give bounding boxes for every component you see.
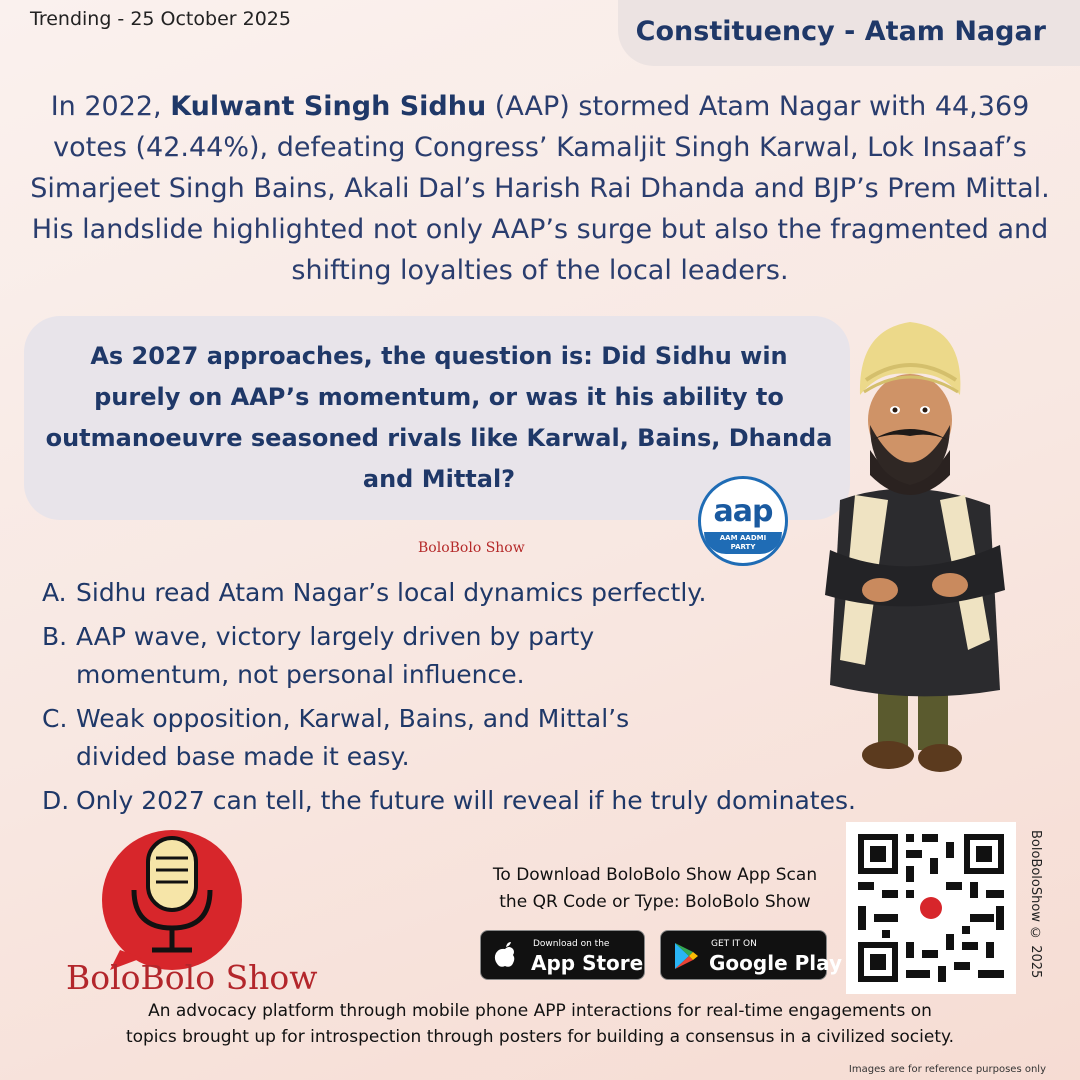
option-d[interactable] bbox=[42, 782, 1002, 820]
option-a[interactable] bbox=[42, 574, 942, 612]
microphone-icon bbox=[90, 820, 250, 980]
footer-line2: topics brought up for introspection through posters for building a consensus in a civilized society. bbox=[125, 1027, 955, 1047]
winner-name: Kulwant Singh Sidhu bbox=[170, 91, 487, 122]
google-play-big-text: Google Play bbox=[709, 951, 843, 975]
qr-code[interactable] bbox=[846, 822, 1016, 994]
google-play-small-text: GET IT ON bbox=[711, 939, 757, 949]
footer-description bbox=[20, 998, 1060, 1050]
bolobolo-logo-text: BoloBolo Show bbox=[66, 958, 318, 997]
option-text-cont: divided base made it easy. bbox=[76, 742, 410, 771]
app-store-big-text: App Store bbox=[531, 951, 644, 975]
intro-prefix: In 2022, bbox=[50, 91, 171, 122]
aap-sub-line1: AAM AADMI bbox=[719, 534, 767, 542]
option-text-cont: momentum, not personal influence. bbox=[76, 660, 525, 689]
download-line1: To Download BoloBolo Show App Scan bbox=[492, 865, 818, 885]
app-store-small-text: Download on the bbox=[533, 939, 610, 949]
intro-paragraph bbox=[30, 86, 1050, 291]
question-text: As 2027 approaches, the question is: Did Sidhu win purely on AAP’s momentum, or was it his ability to outmanoeuvre seasoned rivals like Karwal, Bains, Dhanda and Mittal? bbox=[45, 342, 833, 493]
constituency-title: Constituency - Atam Nagar bbox=[635, 16, 1046, 47]
option-text: Weak opposition, Karwal, Bains, and Mittal’s bbox=[76, 704, 630, 733]
aap-sub-line2: PARTY bbox=[730, 543, 756, 551]
option-text: AAP wave, victory largely driven by party bbox=[76, 622, 595, 651]
app-store-button[interactable] bbox=[480, 930, 645, 980]
google-play-button[interactable] bbox=[660, 930, 843, 980]
option-text: Only 2027 can tell, the future will reveal if he truly dominates. bbox=[76, 786, 856, 815]
option-letter: A. bbox=[42, 578, 67, 607]
google-play-icon bbox=[673, 942, 699, 970]
copyright-text: BoloBoloShow © 2025 bbox=[1028, 830, 1043, 979]
aap-logo-mark: aap bbox=[713, 494, 773, 529]
intro-body: (AAP) stormed Atam Nagar with 44,369 votes (42.44%), defeating Congress’ Kamaljit Singh Karwal, Lok Insaaf’s Simarjeet Singh Bains, Akali Dal’s Harish Rai Dhanda and BJP’s Prem Mittal. His landslide highlighted not only AAP’s surge but also the fragmented and shifting loyalties of the local leaders. bbox=[30, 91, 1050, 286]
option-b[interactable] bbox=[42, 618, 942, 694]
download-line2: the QR Code or Type: BoloBolo Show bbox=[499, 892, 811, 912]
download-instructions bbox=[470, 862, 840, 916]
footer-line1: An advocacy platform through mobile phone APP interactions for real-time engagements on bbox=[148, 1001, 932, 1021]
brand-watermark: BoloBolo Show bbox=[418, 540, 525, 556]
option-letter: D. bbox=[42, 786, 70, 815]
aap-logo-subtitle bbox=[704, 534, 782, 552]
apple-icon bbox=[493, 941, 517, 969]
trending-date: Trending - 25 October 2025 bbox=[30, 8, 291, 30]
option-letter: B. bbox=[42, 622, 68, 651]
option-c[interactable] bbox=[42, 700, 942, 776]
option-letter: C. bbox=[42, 704, 68, 733]
option-text: Sidhu read Atam Nagar’s local dynamics perfectly. bbox=[76, 578, 707, 607]
disclaimer: Images are for reference purposes only bbox=[848, 1064, 1046, 1075]
